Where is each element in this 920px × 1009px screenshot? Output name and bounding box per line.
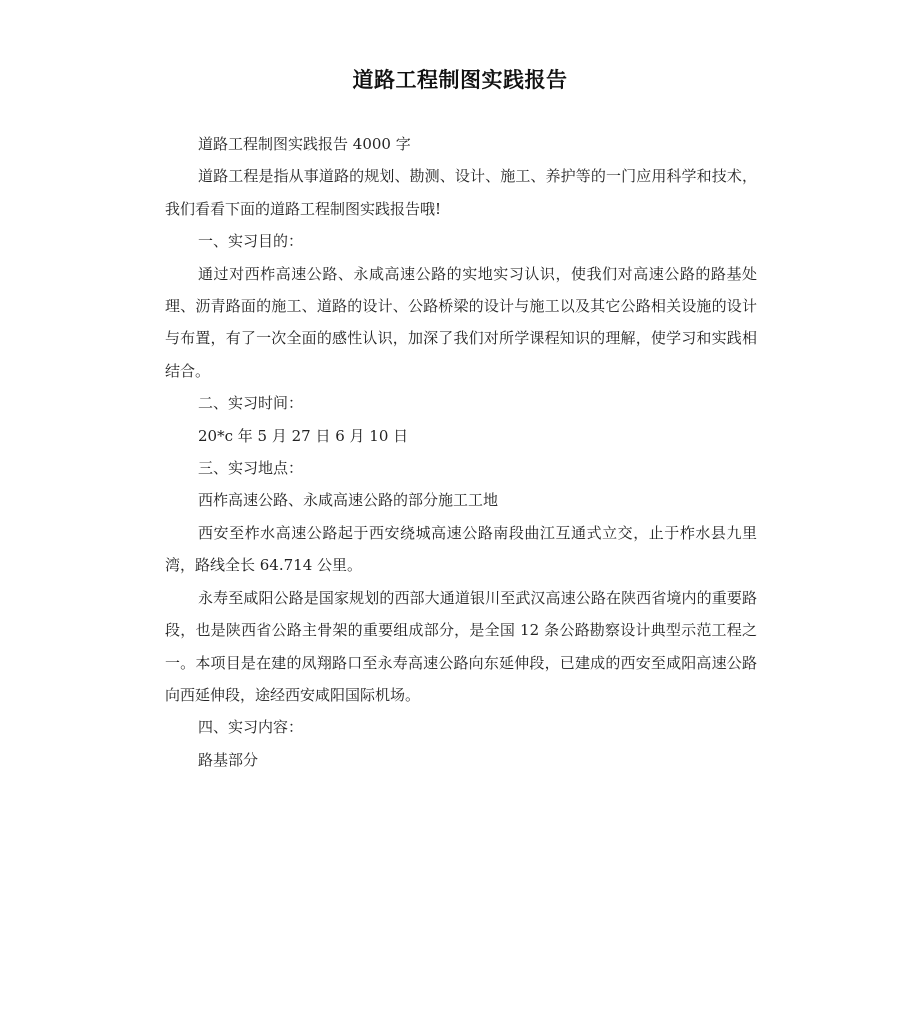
- paragraph-xizha-highway: 西安至柞水高速公路起于西安绕城高速公路南段曲江互通式立交，止于柞水县九里湾，路线全长 64.714 公里。: [165, 523, 757, 575]
- paragraph-yongxian-highway: 永寿至咸阳公路是国家规划的西部大通道银川至武汉高速公路在陕西省境内的重要路段，也是陕西省公路主骨架的重要组成部分，是全国 12 条公路勘察设计典型示范工程之一。本项目是在建的凤翔路口至永寿高速公路向东延伸段，已建成的西安至咸阳高速公路向西延伸段，途经西安咸阳国际机场。: [165, 588, 757, 704]
- document-title: 道路工程制图实践报告: [352, 68, 568, 92]
- paragraph-purpose: 通过对西柞高速公路、永咸高速公路的实地实习认识，使我们对高速公路的路基处理、沥青路面的施工、道路的设计、公路桥梁的设计与施工以及其它公路相关设施的设计与布置，有了一次全面的感性认识，加深了我们对所学课程知识的理解，使学习和实践相结合。: [165, 264, 757, 380]
- section-heading-time: 二、实习时间：: [198, 394, 304, 413]
- section-heading-purpose: 一、实习目的：: [198, 232, 304, 251]
- paragraph-location: 西柞高速公路、永咸高速公路的部分施工工地: [198, 491, 499, 510]
- section-heading-content: 四、实习内容：: [198, 718, 304, 737]
- paragraph-subtitle: 道路工程制图实践报告 4000 字: [198, 135, 411, 153]
- section-heading-location: 三、实习地点：: [198, 459, 304, 478]
- paragraph-subgrade: 路基部分: [198, 750, 259, 769]
- paragraph-time: 20*c 年 5 月 27 日 6 月 10 日: [198, 426, 409, 445]
- document-body: [165, 128, 757, 776]
- paragraph-intro: 道路工程是指从事道路的规划、勘测、设计、施工、养护等的一门应用科学和技术，我们看看下面的道路工程制图实践报告哦!: [165, 167, 757, 218]
